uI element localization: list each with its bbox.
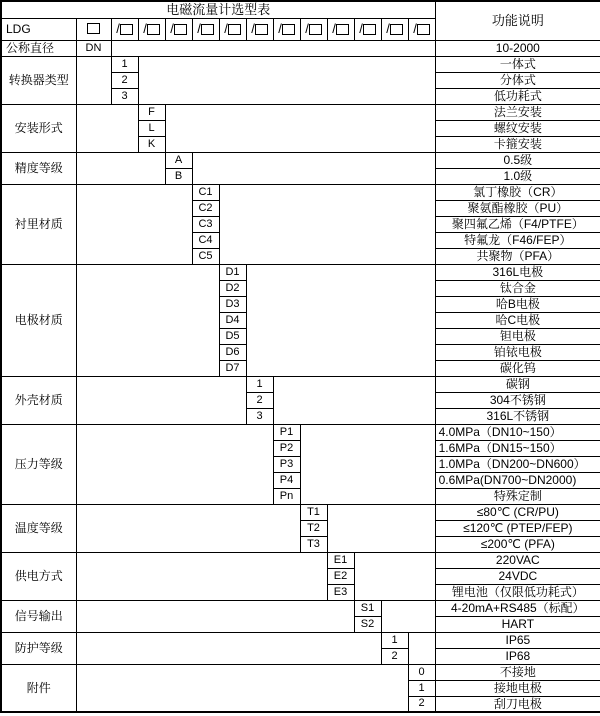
checkbox-icon [201, 24, 214, 35]
slash-separator: / [413, 21, 417, 36]
table-row [1, 104, 600, 120]
checkbox-icon [417, 24, 430, 35]
group-name-cell: 附件 [1, 664, 76, 712]
function-cell: 0.5级 [435, 152, 600, 168]
function-cell: 螺纹安装 [435, 120, 600, 136]
ldg-slot-cell [111, 18, 138, 40]
code-cell: D3 [219, 296, 246, 312]
function-cell: 共聚物（PFA） [435, 248, 600, 264]
function-cell: 不接地 [435, 664, 600, 680]
code-cell: P2 [273, 440, 300, 456]
code-cell: D5 [219, 328, 246, 344]
empty-region-cell [408, 632, 435, 664]
function-cell: 特氟龙（F46/FEP） [435, 232, 600, 248]
empty-region-cell [300, 424, 435, 504]
slash-separator: / [116, 21, 120, 36]
empty-region-cell [111, 40, 435, 56]
code-cell: D7 [219, 360, 246, 376]
function-cell: ≤120℃ (PTEP/FEP) [435, 520, 600, 536]
empty-region-cell [76, 424, 273, 504]
empty-region-cell [138, 56, 435, 104]
empty-region-cell [76, 600, 354, 632]
empty-region-cell [76, 376, 246, 424]
code-cell: 3 [111, 88, 138, 104]
group-name-cell: 信号输出 [1, 600, 76, 632]
code-cell: 3 [246, 408, 273, 424]
code-cell: 1 [111, 56, 138, 72]
ldg-slot-cell [76, 18, 111, 40]
empty-region-cell [354, 552, 435, 600]
checkbox-icon [174, 24, 187, 35]
code-cell: K [138, 136, 165, 152]
code-cell: C2 [192, 200, 219, 216]
function-cell: 锂电池（仅限低功耗式） [435, 584, 600, 600]
table-row [1, 632, 600, 648]
function-cell: 碳化钨 [435, 360, 600, 376]
slash-separator: / [332, 21, 336, 36]
function-cell: 24VDC [435, 568, 600, 584]
table-row [1, 264, 600, 280]
ldg-slot-cell [138, 18, 165, 40]
group-name-cell: 安装形式 [1, 104, 76, 152]
function-cell: ≤200℃ (PFA) [435, 536, 600, 552]
ldg-slot-cell [300, 18, 327, 40]
group-name-cell: 防护等级 [1, 632, 76, 664]
function-cell: 聚氨酯橡胶（PU） [435, 200, 600, 216]
checkbox-icon [87, 23, 100, 34]
group-name-cell: 电极材质 [1, 264, 76, 376]
ldg-slot-cell [381, 18, 408, 40]
function-cell: 分体式 [435, 72, 600, 88]
empty-region-cell [246, 264, 435, 376]
group-name-cell: 温度等级 [1, 504, 76, 552]
function-cell: 304不锈钢 [435, 392, 600, 408]
slash-separator: / [197, 21, 201, 36]
code-cell: DN [76, 40, 111, 56]
function-cell: 特殊定制 [435, 488, 600, 504]
table-row [1, 424, 600, 440]
function-cell: 4.0MPa（DN10~150） [435, 424, 600, 440]
ldg-slot-cell [408, 18, 435, 40]
code-cell: P1 [273, 424, 300, 440]
code-cell: 1 [246, 376, 273, 392]
code-cell: E2 [327, 568, 354, 584]
empty-region-cell [76, 664, 408, 712]
code-cell: E1 [327, 552, 354, 568]
empty-region-cell [192, 152, 435, 184]
empty-region-cell [76, 552, 327, 600]
table-row [1, 552, 600, 568]
function-cell: 316L不锈钢 [435, 408, 600, 424]
function-cell: 钽电极 [435, 328, 600, 344]
code-cell: T2 [300, 520, 327, 536]
group-name-cell: 外壳材质 [1, 376, 76, 424]
ldg-slot-cell [192, 18, 219, 40]
code-cell: S1 [354, 600, 381, 616]
function-cell: 1.0级 [435, 168, 600, 184]
function-cell: 接地电极 [435, 680, 600, 696]
table-row [1, 56, 600, 72]
function-cell: 低功耗式 [435, 88, 600, 104]
checkbox-icon [282, 24, 295, 35]
function-cell: IP68 [435, 648, 600, 664]
empty-region-cell [76, 152, 165, 184]
function-cell: 氯丁橡胶（CR） [435, 184, 600, 200]
code-cell: T3 [300, 536, 327, 552]
code-cell: C5 [192, 248, 219, 264]
title-row [1, 1, 600, 18]
checkbox-icon [255, 24, 268, 35]
checkbox-icon [228, 24, 241, 35]
empty-region-cell [76, 56, 111, 104]
checkbox-icon [120, 24, 133, 35]
function-cell: 刮刀电极 [435, 696, 600, 712]
slash-separator: / [359, 21, 363, 36]
ldg-label-cell: LDG [1, 18, 76, 40]
empty-region-cell [219, 184, 435, 264]
table-row [1, 184, 600, 200]
function-cell: 钛合金 [435, 280, 600, 296]
checkbox-icon [147, 24, 160, 35]
function-cell: 0.6MPa(DN700~DN2000) [435, 472, 600, 488]
function-cell: 一体式 [435, 56, 600, 72]
function-cell: 哈C电极 [435, 312, 600, 328]
group-name-cell: 供电方式 [1, 552, 76, 600]
code-cell: T1 [300, 504, 327, 520]
function-cell: 卡箍安装 [435, 136, 600, 152]
code-cell: 0 [408, 664, 435, 680]
code-cell: D1 [219, 264, 246, 280]
group-name-cell: 衬里材质 [1, 184, 76, 264]
code-cell: 2 [408, 696, 435, 712]
code-cell: P4 [273, 472, 300, 488]
group-name-cell: 精度等级 [1, 152, 76, 184]
ldg-slot-cell [273, 18, 300, 40]
ldg-slot-cell [165, 18, 192, 40]
function-cell: 铂铱电极 [435, 344, 600, 360]
slash-separator: / [386, 21, 390, 36]
ldg-slot-cell [354, 18, 381, 40]
table-row [1, 664, 600, 680]
function-cell: ≤80℃ (CR/PU) [435, 504, 600, 520]
empty-region-cell [76, 104, 138, 152]
group-name-cell: 压力等级 [1, 424, 76, 504]
empty-region-cell [165, 104, 435, 152]
code-cell: D6 [219, 344, 246, 360]
table-row [1, 152, 600, 168]
checkbox-icon [309, 24, 322, 35]
empty-region-cell [273, 376, 435, 424]
slash-separator: / [170, 21, 174, 36]
slash-separator: / [278, 21, 282, 36]
code-cell: A [165, 152, 192, 168]
code-cell: E3 [327, 584, 354, 600]
function-cell: 10-2000 [435, 40, 600, 56]
slash-separator: / [251, 21, 255, 36]
table-row [1, 40, 600, 56]
ldg-slot-cell [219, 18, 246, 40]
function-cell: IP65 [435, 632, 600, 648]
empty-region-cell [327, 504, 435, 552]
group-name-cell: 公称直径 [1, 40, 76, 56]
ldg-slot-cell [327, 18, 354, 40]
checkbox-icon [390, 24, 403, 35]
slash-separator: / [305, 21, 309, 36]
checkbox-icon [363, 24, 376, 35]
checkbox-icon [336, 24, 349, 35]
code-cell: B [165, 168, 192, 184]
code-cell: C1 [192, 184, 219, 200]
function-cell: 碳钢 [435, 376, 600, 392]
function-column-header: 功能说明 [435, 1, 600, 40]
function-cell: 4-20mA+RS485（标配） [435, 600, 600, 616]
function-cell: 法兰安装 [435, 104, 600, 120]
code-cell: S2 [354, 616, 381, 632]
table-row [1, 600, 600, 616]
empty-region-cell [76, 184, 192, 264]
ldg-slot-cell [246, 18, 273, 40]
code-cell: L [138, 120, 165, 136]
function-cell: HART [435, 616, 600, 632]
function-cell: 1.0MPa（DN200~DN600） [435, 456, 600, 472]
code-cell: 2 [111, 72, 138, 88]
code-cell: 2 [381, 648, 408, 664]
empty-region-cell [76, 504, 300, 552]
empty-region-cell [381, 600, 435, 632]
table-row [1, 376, 600, 392]
empty-region-cell [76, 264, 219, 376]
code-cell: 2 [246, 392, 273, 408]
code-cell: C4 [192, 232, 219, 248]
code-cell: D2 [219, 280, 246, 296]
code-cell: C3 [192, 216, 219, 232]
function-cell: 316L电极 [435, 264, 600, 280]
code-cell: F [138, 104, 165, 120]
code-cell: P3 [273, 456, 300, 472]
code-cell: 1 [408, 680, 435, 696]
function-cell: 1.6MPa（DN15~150） [435, 440, 600, 456]
table-title: 电磁流量计选型表 [1, 1, 435, 18]
function-cell: 聚四氟乙烯（F4/PTFE） [435, 216, 600, 232]
table-row [1, 504, 600, 520]
code-cell: D4 [219, 312, 246, 328]
slash-separator: / [143, 21, 147, 36]
slash-separator: / [224, 21, 228, 36]
group-name-cell: 转换器类型 [1, 56, 76, 104]
code-cell: 1 [381, 632, 408, 648]
function-cell: 220VAC [435, 552, 600, 568]
function-cell: 哈B电极 [435, 296, 600, 312]
code-cell: Pn [273, 488, 300, 504]
empty-region-cell [76, 632, 381, 664]
